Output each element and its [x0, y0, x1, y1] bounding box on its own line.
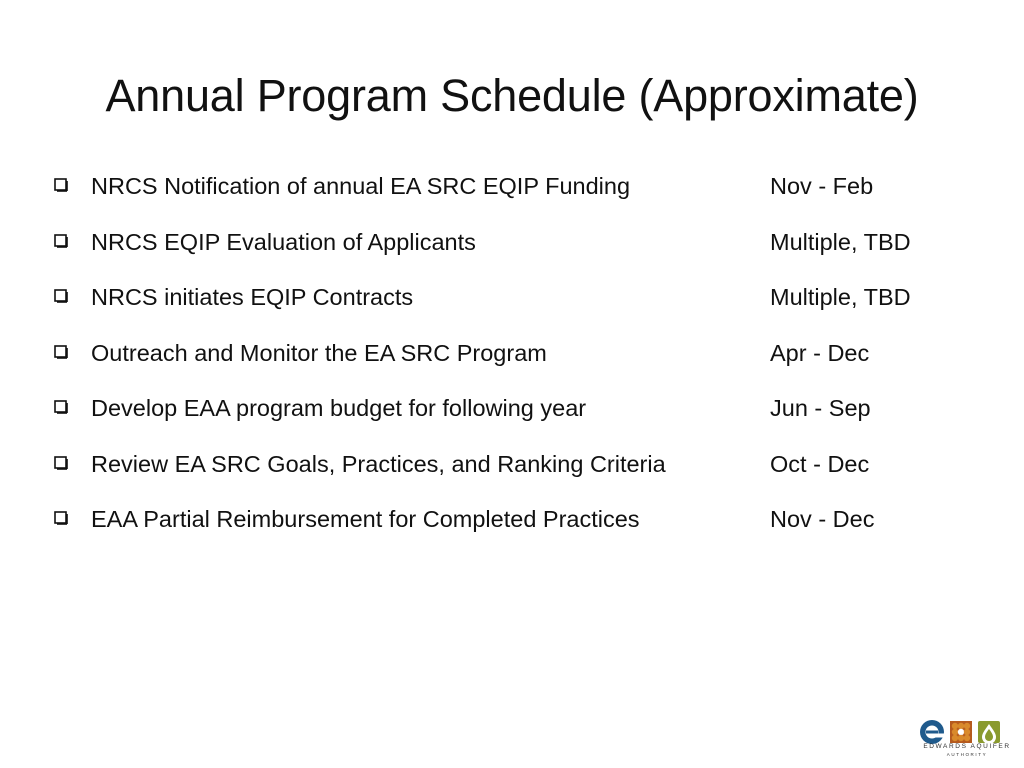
item-label: Develop EAA program budget for following year — [91, 395, 587, 421]
item-date: Oct - Dec — [770, 450, 870, 477]
list-item — [52, 277, 992, 333]
logo-name: EDWARDS AQUIFER — [923, 743, 1011, 750]
checkbox-outline-icon — [54, 345, 68, 359]
checkbox-outline-icon — [54, 511, 68, 525]
item-date: Nov - Feb — [770, 173, 874, 199]
slide-title: Annual Program Schedule (Approximate) — [105, 70, 919, 121]
list-item — [52, 444, 992, 500]
checkbox-outline-icon — [54, 178, 68, 192]
item-label: NRCS initiates EQIP Contracts — [91, 284, 414, 310]
list-item — [52, 222, 992, 278]
schedule-list — [52, 166, 992, 555]
item-date: Apr - Dec — [770, 339, 870, 366]
item-label: NRCS EQIP Evaluation of Applicants — [91, 228, 476, 255]
logo-subname: AUTHORITY — [946, 752, 988, 757]
checkbox-outline-icon — [54, 456, 68, 470]
item-label: Review EA SRC Goals, Practices, and Ranking Criteria — [91, 450, 666, 477]
list-item — [52, 333, 992, 389]
list-item — [52, 166, 992, 222]
checkbox-outline-icon — [54, 234, 68, 248]
item-label: EAA Partial Reimbursement for Completed Practices — [91, 506, 640, 532]
item-date: Multiple, TBD — [770, 228, 911, 255]
item-date: Jun - Sep — [770, 395, 871, 421]
checkbox-outline-icon — [54, 289, 68, 303]
item-label: NRCS Notification of annual EA SRC EQIP Funding — [91, 173, 631, 199]
item-date: Multiple, TBD — [770, 284, 911, 310]
item-label: Outreach and Monitor the EA SRC Program — [91, 339, 547, 366]
item-date: Nov - Dec — [770, 506, 875, 532]
list-item — [52, 388, 992, 444]
checkbox-outline-icon — [54, 400, 68, 414]
list-item — [52, 499, 992, 555]
